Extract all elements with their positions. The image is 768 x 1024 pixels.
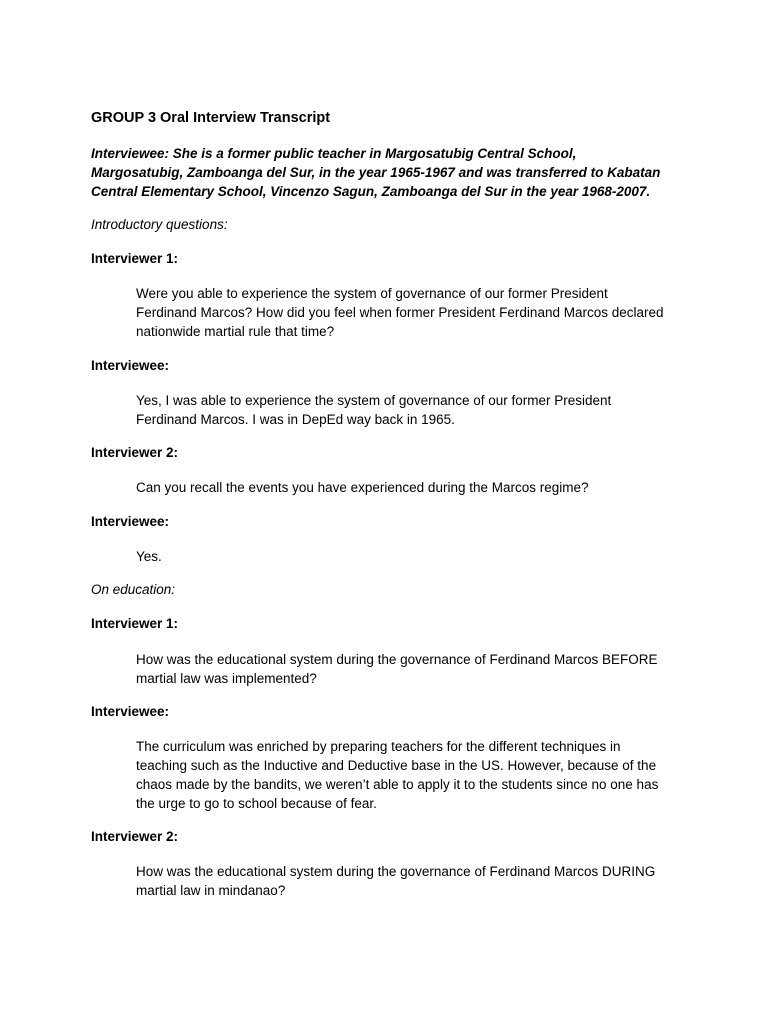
- speaker-response: [136, 478, 696, 497]
- response-line: How was the educational system during the governance of Ferdinand Marcos DURING: [136, 864, 656, 879]
- response-line: teaching such as the Inductive and Deductive base in the US. However, because of the: [136, 758, 657, 773]
- interviewee-description-line: Central Elementary School, Vincenzo Sagun, Zamboanga del Sur in the year 1968-2007.: [91, 184, 651, 199]
- section-heading-introductory: Introductory questions:: [91, 217, 228, 232]
- document-title: GROUP 3 Oral Interview Transcript: [91, 110, 331, 126]
- speaker-response: [136, 737, 696, 813]
- speaker-label: Interviewee:: [91, 514, 170, 529]
- response-line: Yes.: [136, 549, 162, 564]
- speaker-response: [136, 862, 696, 900]
- speaker-response: [136, 547, 696, 566]
- response-line: Ferdinand Marcos? How did you feel when former President Ferdinand Marcos declared: [136, 305, 664, 320]
- response-line: the urge to go to school because of fear.: [136, 796, 377, 811]
- response-line: martial law was implemented?: [136, 671, 317, 686]
- speaker-response: [136, 650, 696, 688]
- section-heading-education: On education:: [91, 582, 176, 597]
- interviewee-description: [91, 144, 691, 201]
- response-line: Yes, I was able to experience the system of governance of our former President: [136, 393, 612, 408]
- response-line: Can you recall the events you have experienced during the Marcos regime?: [136, 480, 589, 495]
- speaker-response: [136, 391, 696, 429]
- response-line: The curriculum was enriched by preparing teachers for the different techniques in: [136, 739, 621, 754]
- response-line: martial law in mindanao?: [136, 883, 286, 898]
- speaker-label: Interviewer 1:: [91, 616, 179, 631]
- response-line: Ferdinand Marcos. I was in DepEd way back in 1965.: [136, 412, 455, 427]
- response-line: chaos made by the bandits, we weren’t able to apply it to the students since no one has: [136, 777, 659, 792]
- interviewee-description-line: Interviewee: She is a former public teacher in Margosatubig Central School,: [91, 146, 577, 161]
- speaker-label: Interviewer 1:: [91, 251, 179, 266]
- response-line: nationwide martial rule that time?: [136, 324, 335, 339]
- speaker-label: Interviewee:: [91, 704, 170, 719]
- interviewee-description-line: Margosatubig, Zamboanga del Sur, in the year 1965-1967 and was transferred to Kabatan: [91, 165, 661, 180]
- speaker-label: Interviewer 2:: [91, 445, 179, 460]
- speaker-label: Interviewer 2:: [91, 829, 179, 844]
- speaker-label: Interviewee:: [91, 358, 170, 373]
- response-line: Were you able to experience the system of governance of our former President: [136, 286, 608, 301]
- speaker-response: [136, 284, 696, 341]
- response-line: How was the educational system during the governance of Ferdinand Marcos BEFORE: [136, 652, 658, 667]
